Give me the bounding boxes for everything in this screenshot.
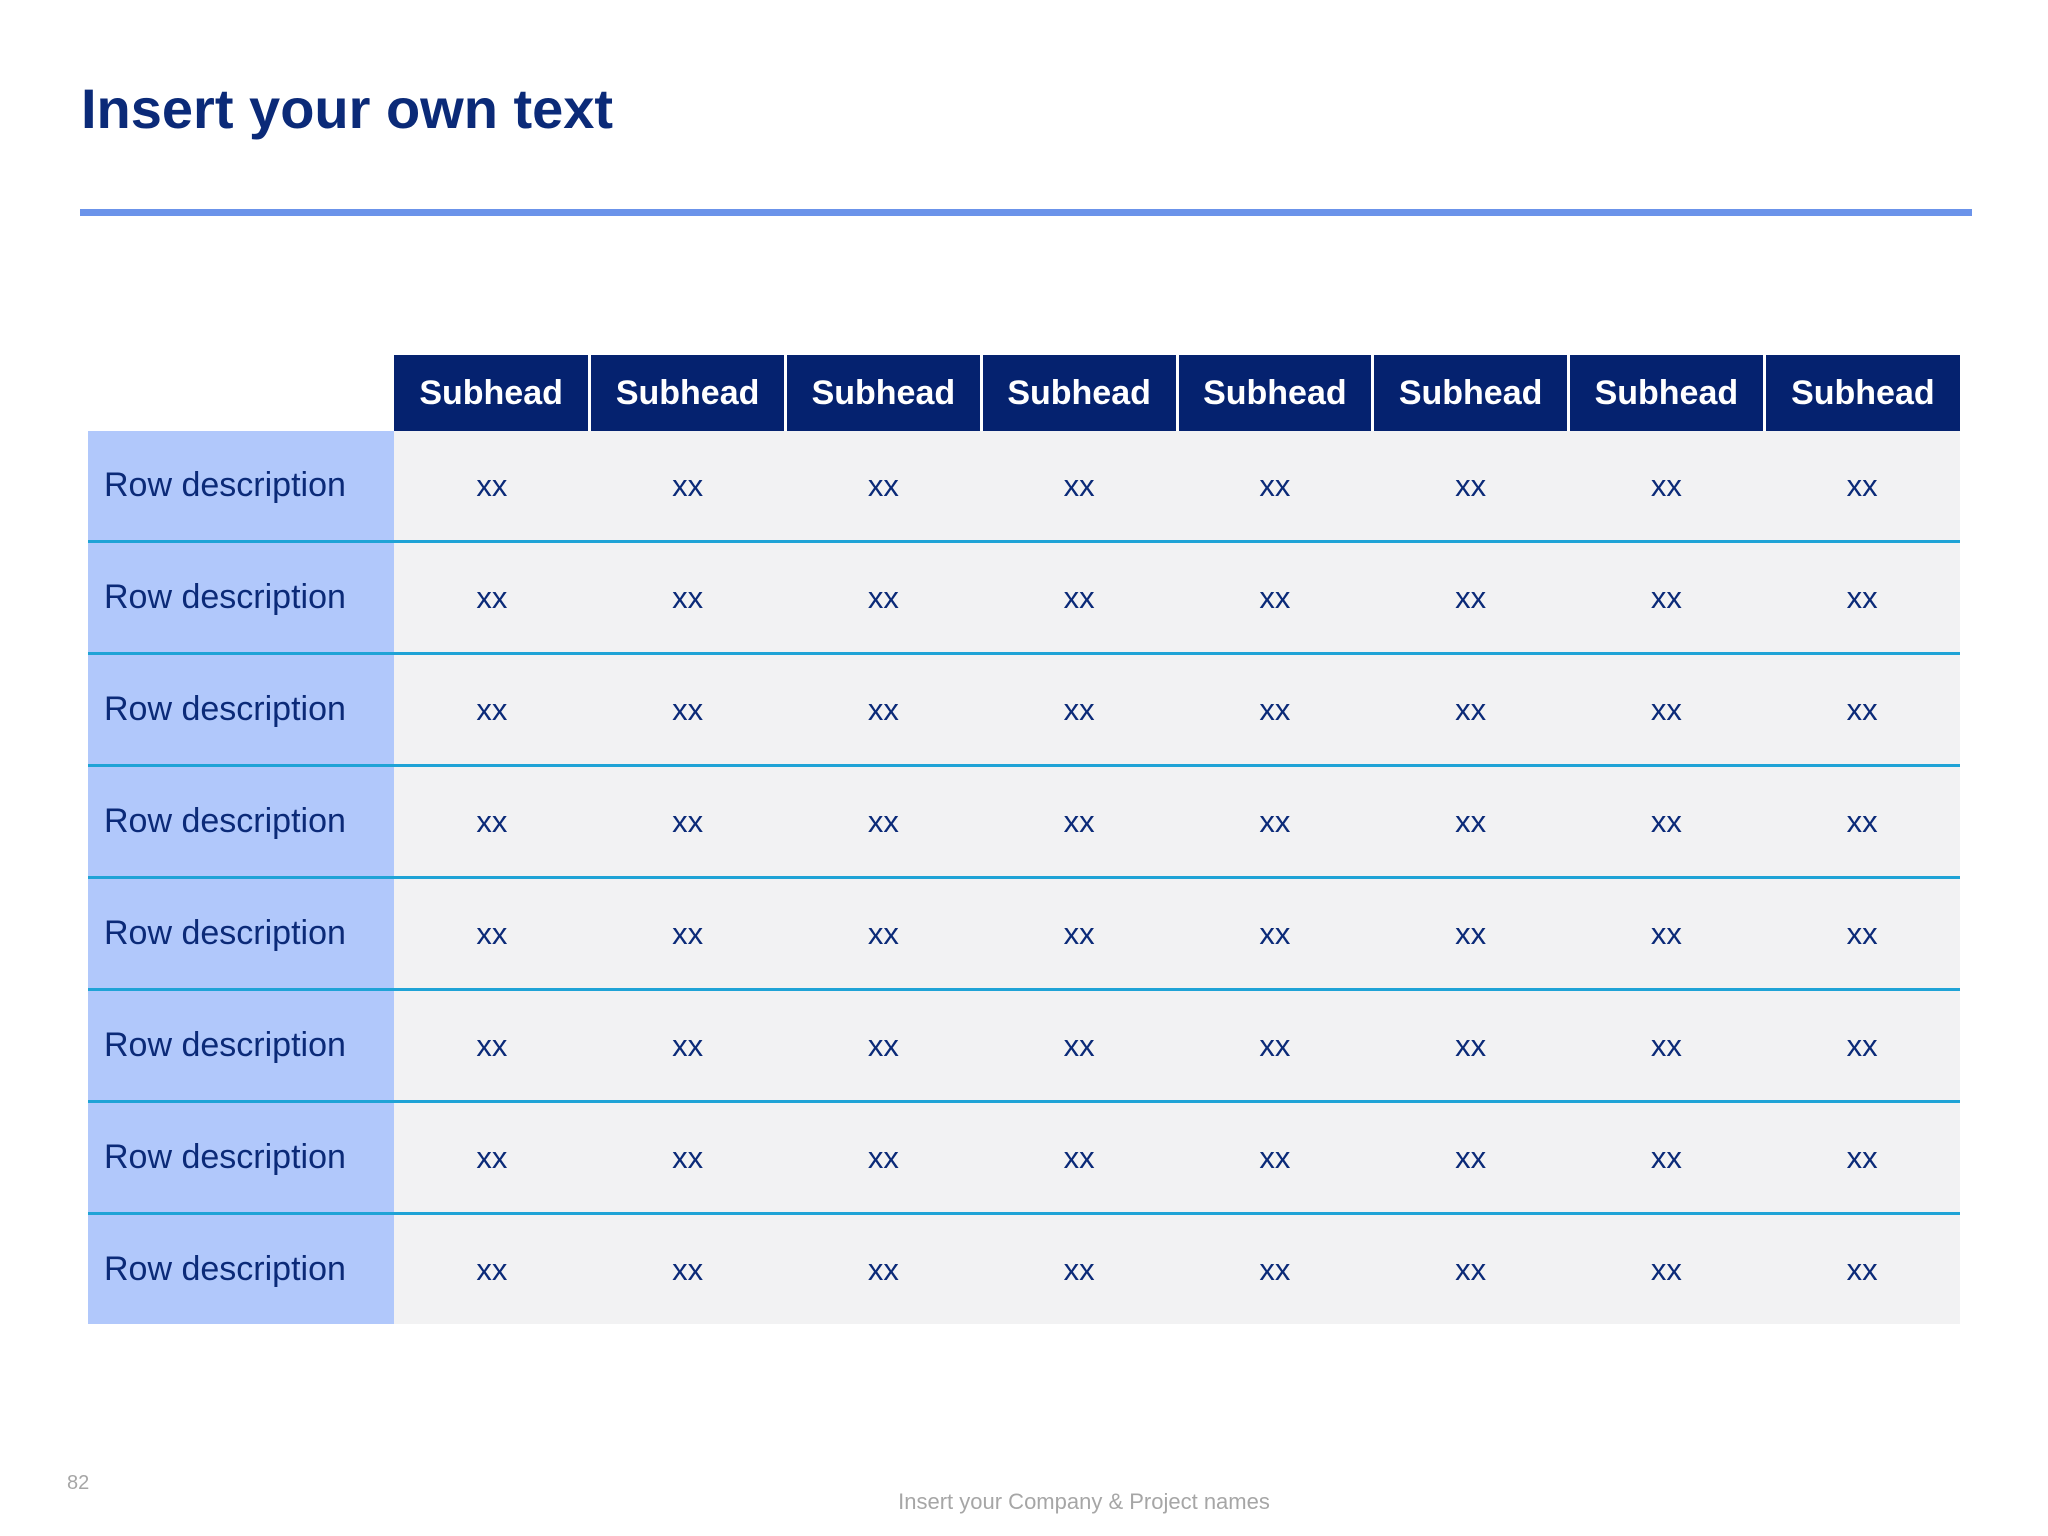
table-cell: xx [590, 1214, 786, 1325]
table-cell: xx [1373, 542, 1569, 654]
table-cell: xx [394, 1214, 590, 1325]
table-cell: xx [786, 766, 982, 878]
column-header: Subhead [1373, 355, 1569, 431]
table-cell: xx [394, 878, 590, 990]
table-cell: xx [786, 1214, 982, 1325]
table-cell: xx [1764, 878, 1960, 990]
table-cell: xx [1569, 990, 1765, 1102]
column-header: Subhead [1177, 355, 1373, 431]
row-description: Row description [88, 654, 394, 766]
table-cell: xx [590, 542, 786, 654]
table-body [88, 431, 1960, 1324]
slide-title: Insert your own text [81, 77, 614, 140]
table-cell: xx [394, 1102, 590, 1214]
table-cell: xx [1373, 1214, 1569, 1325]
table-cell: xx [1177, 542, 1373, 654]
table-cell: xx [590, 990, 786, 1102]
table-cell: xx [1177, 990, 1373, 1102]
table-row [88, 1102, 1960, 1214]
table-cell: xx [1373, 990, 1569, 1102]
table-cell: xx [1569, 878, 1765, 990]
table-cell: xx [1177, 1102, 1373, 1214]
table-cell: xx [786, 878, 982, 990]
column-header: Subhead [1764, 355, 1960, 431]
table-cell: xx [1764, 542, 1960, 654]
table-cell: xx [981, 654, 1177, 766]
table-cell: xx [394, 766, 590, 878]
table-corner-cell [88, 355, 394, 431]
table-cell: xx [590, 1102, 786, 1214]
table-row [88, 766, 1960, 878]
table-cell: xx [981, 1214, 1177, 1325]
row-description: Row description [88, 431, 394, 542]
table-cell: xx [1177, 654, 1373, 766]
table-cell: xx [786, 1102, 982, 1214]
table-row [88, 1214, 1960, 1325]
table-cell: xx [1373, 878, 1569, 990]
table-row [88, 431, 1960, 542]
table-cell: xx [590, 878, 786, 990]
table-cell: xx [394, 654, 590, 766]
table-cell: xx [1764, 990, 1960, 1102]
table-cell: xx [1764, 1102, 1960, 1214]
table-cell: xx [1177, 878, 1373, 990]
table-cell: xx [981, 990, 1177, 1102]
table-cell: xx [1764, 654, 1960, 766]
row-description: Row description [88, 990, 394, 1102]
table-cell: xx [1373, 1102, 1569, 1214]
table-cell: xx [1569, 654, 1765, 766]
row-description: Row description [88, 1214, 394, 1325]
table-row [88, 990, 1960, 1102]
table-cell: xx [1373, 766, 1569, 878]
table-cell: xx [786, 654, 982, 766]
column-header: Subhead [394, 355, 590, 431]
row-description: Row description [88, 878, 394, 990]
table-cell: xx [981, 431, 1177, 542]
table-cell: xx [590, 654, 786, 766]
table-cell: xx [1569, 1102, 1765, 1214]
column-header: Subhead [981, 355, 1177, 431]
table-cell: xx [786, 431, 982, 542]
table-cell: xx [1569, 431, 1765, 542]
table-cell: xx [1569, 542, 1765, 654]
table-row [88, 654, 1960, 766]
column-header: Subhead [1569, 355, 1765, 431]
table-row [88, 542, 1960, 654]
row-description: Row description [88, 766, 394, 878]
footer-text: Insert your Company & Project names [898, 1489, 1270, 1514]
column-header: Subhead [590, 355, 786, 431]
table-cell: xx [786, 990, 982, 1102]
table-cell: xx [1764, 1214, 1960, 1325]
table-cell: xx [981, 878, 1177, 990]
table-cell: xx [981, 766, 1177, 878]
row-description: Row description [88, 1102, 394, 1214]
data-table [88, 355, 1960, 1324]
title-divider [80, 209, 1972, 216]
table-header-row [88, 355, 1960, 431]
table-cell: xx [1373, 654, 1569, 766]
table-cell: xx [394, 542, 590, 654]
table-cell: xx [1569, 766, 1765, 878]
table-cell: xx [786, 542, 982, 654]
table-cell: xx [1177, 766, 1373, 878]
table-cell: xx [394, 431, 590, 542]
page-number: 82 [67, 1472, 90, 1494]
table-cell: xx [590, 431, 786, 542]
table-cell: xx [1569, 1214, 1765, 1325]
table-cell: xx [1764, 766, 1960, 878]
table-cell: xx [981, 542, 1177, 654]
column-header: Subhead [786, 355, 982, 431]
table-cell: xx [1373, 431, 1569, 542]
table-cell: xx [1177, 431, 1373, 542]
row-description: Row description [88, 542, 394, 654]
table-cell: xx [1177, 1214, 1373, 1325]
table-cell: xx [590, 766, 786, 878]
table-cell: xx [981, 1102, 1177, 1214]
table-cell: xx [1764, 431, 1960, 542]
table-cell: xx [394, 990, 590, 1102]
table-row [88, 878, 1960, 990]
